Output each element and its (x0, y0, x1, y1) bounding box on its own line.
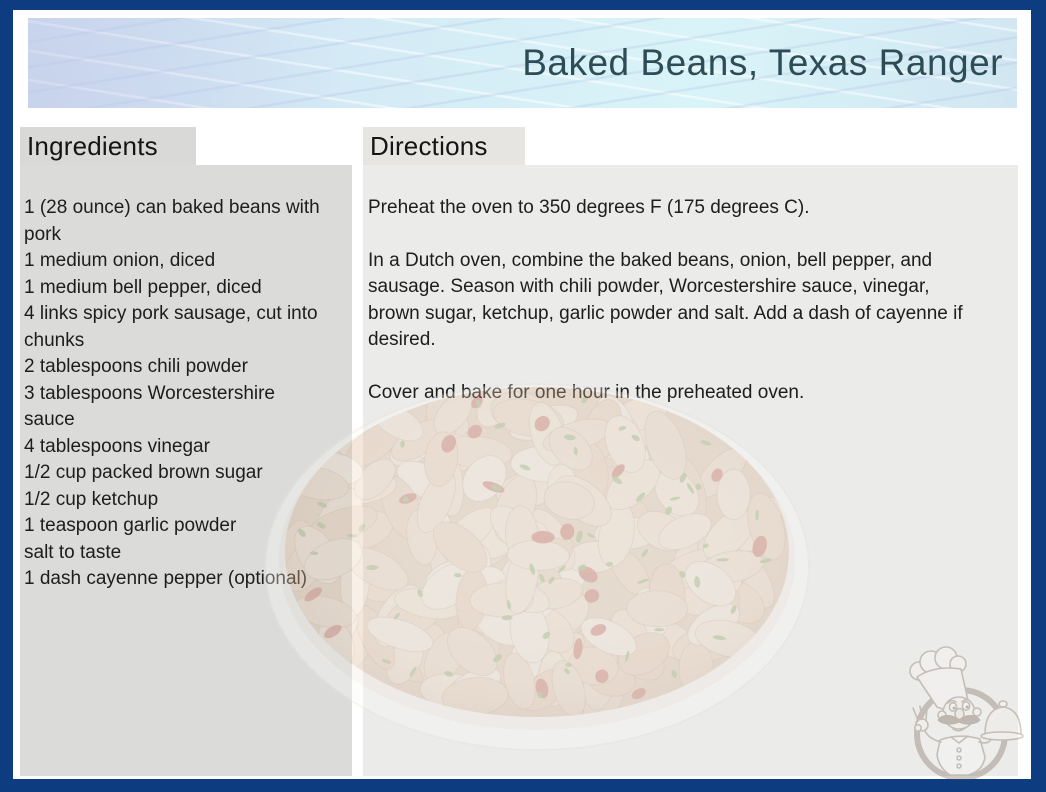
directions-panel (363, 165, 1018, 776)
directions-heading: Directions (370, 131, 488, 161)
ingredients-panel (20, 165, 352, 776)
ingredients-heading-block (20, 127, 196, 165)
header-banner (28, 18, 1017, 108)
direction-step: Cover and bake for one hour in the preheated oven. (368, 381, 805, 403)
ingredient-line: 4 tablespoons vinegar (24, 435, 210, 457)
ingredients-heading: Ingredients (27, 131, 158, 161)
ingredient-line: 1 teaspoon garlic powder (24, 515, 237, 536)
ingredient-line: 1 dash cayenne pepper (optional) (24, 568, 308, 589)
ingredient-line: 2 tablespoons chili powder (24, 356, 248, 377)
direction-step: In a Dutch oven, combine the baked beans, onion, bell pepper, and sausage. Season with chili powder, Worcestershire sauce, vinegar, brown sugar, ketchup, garlic powder and salt. Add a dash of cayenne if desired. (368, 249, 963, 350)
ingredient-line: 1/2 cup packed brown sugar (24, 462, 263, 483)
directions-heading-block (363, 127, 525, 165)
ingredient-line: 3 tablespoons Worcestershire sauce (24, 382, 275, 430)
direction-step: Preheat the oven to 350 degrees F (175 degrees C). (368, 197, 810, 218)
ingredient-line: 1 medium onion, diced (24, 250, 216, 271)
ingredient-line: salt to taste (24, 541, 122, 563)
ingredient-line: 1 medium bell pepper, diced (24, 276, 262, 298)
recipe-page (13, 10, 1031, 779)
page-title: Baked Beans, Texas Ranger (522, 42, 1003, 83)
ingredient-line: 4 links spicy pork sausage, cut into chunks (24, 303, 318, 351)
ingredient-line: 1 (28 ounce) can baked beans with pork (24, 197, 320, 245)
ingredient-line: 1/2 cup ketchup (24, 488, 159, 510)
